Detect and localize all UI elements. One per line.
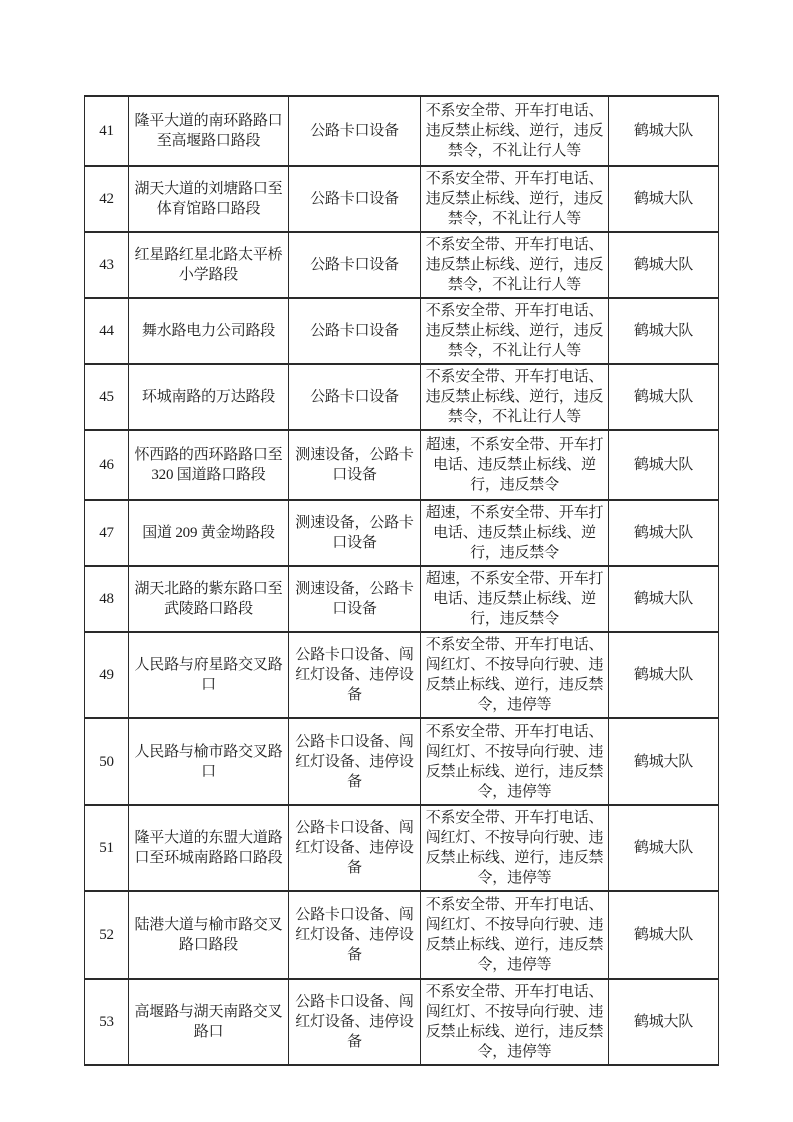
violations-cell: 不系安全带、开车打电话、闯红灯、不按导向行驶、违反禁止标线、逆行，违反禁令，违停等 <box>421 891 609 979</box>
table-row <box>85 979 719 1065</box>
location-cell: 国道 209 黄金坳路段 <box>129 500 289 566</box>
location-cell: 怀西路的西环路路口至 320 国道路口路段 <box>129 430 289 500</box>
unit-cell: 鹤城大队 <box>609 632 719 718</box>
location-cell: 高堰路与湖天南路交叉路口 <box>129 979 289 1065</box>
row-number-cell: 46 <box>85 430 129 500</box>
unit-cell: 鹤城大队 <box>609 430 719 500</box>
table-row <box>85 718 719 805</box>
row-number-cell: 49 <box>85 632 129 718</box>
violations-cell: 不系安全带、开车打电话、违反禁止标线、逆行，违反禁令，不礼让行人等 <box>421 166 609 232</box>
row-number-cell: 50 <box>85 718 129 805</box>
table-row <box>85 500 719 566</box>
location-cell: 隆平大道的南环路路口至高堰路口路段 <box>129 96 289 166</box>
location-cell: 红星路红星北路太平桥小学路段 <box>129 232 289 298</box>
row-number-cell: 44 <box>85 298 129 364</box>
violations-cell: 不系安全带、开车打电话、闯红灯、不按导向行驶、违反禁止标线、逆行，违反禁令，违停等 <box>421 979 609 1065</box>
devices-cell: 公路卡口设备 <box>289 232 421 298</box>
table-row <box>85 805 719 891</box>
violations-cell: 超速，不系安全带、开车打电话、违反禁止标线、逆行，违反禁令 <box>421 566 609 632</box>
location-cell: 舞水路电力公司路段 <box>129 298 289 364</box>
location-cell: 人民路与榆市路交叉路口 <box>129 718 289 805</box>
unit-cell: 鹤城大队 <box>609 718 719 805</box>
violations-cell: 不系安全带、开车打电话、违反禁止标线、逆行，违反禁令，不礼让行人等 <box>421 298 609 364</box>
location-cell: 陆港大道与榆市路交叉路口路段 <box>129 891 289 979</box>
unit-cell: 鹤城大队 <box>609 298 719 364</box>
devices-cell: 公路卡口设备 <box>289 166 421 232</box>
row-number-cell: 51 <box>85 805 129 891</box>
table-row <box>85 364 719 430</box>
devices-cell: 测速设备，公路卡口设备 <box>289 430 421 500</box>
row-number-cell: 47 <box>85 500 129 566</box>
table-row <box>85 632 719 718</box>
violations-cell: 不系安全带、开车打电话、违反禁止标线、逆行，违反禁令，不礼让行人等 <box>421 364 609 430</box>
table-row <box>85 430 719 500</box>
row-number-cell: 45 <box>85 364 129 430</box>
unit-cell: 鹤城大队 <box>609 232 719 298</box>
devices-cell: 公路卡口设备 <box>289 96 421 166</box>
devices-cell: 公路卡口设备 <box>289 298 421 364</box>
unit-cell: 鹤城大队 <box>609 566 719 632</box>
violations-cell: 不系安全带、开车打电话、违反禁止标线、逆行，违反禁令，不礼让行人等 <box>421 232 609 298</box>
location-cell: 人民路与府星路交叉路口 <box>129 632 289 718</box>
unit-cell: 鹤城大队 <box>609 96 719 166</box>
location-cell: 湖天大道的刘塘路口至体育馆路口路段 <box>129 166 289 232</box>
violations-cell: 超速，不系安全带、开车打电话、违反禁止标线、逆行，违反禁令 <box>421 430 609 500</box>
unit-cell: 鹤城大队 <box>609 979 719 1065</box>
row-number-cell: 42 <box>85 166 129 232</box>
violations-cell: 不系安全带、开车打电话、闯红灯、不按导向行驶、违反禁止标线、逆行，违反禁令，违停等 <box>421 718 609 805</box>
location-cell: 湖天北路的紫东路口至武陵路口路段 <box>129 566 289 632</box>
table-row <box>85 566 719 632</box>
unit-cell: 鹤城大队 <box>609 805 719 891</box>
row-number-cell: 41 <box>85 96 129 166</box>
violations-cell: 超速，不系安全带、开车打电话、违反禁止标线、逆行，违反禁令 <box>421 500 609 566</box>
table-row <box>85 298 719 364</box>
table-row <box>85 891 719 979</box>
violations-cell: 不系安全带、开车打电话、闯红灯、不按导向行驶、违反禁止标线、逆行，违反禁令，违停等 <box>421 632 609 718</box>
row-number-cell: 52 <box>85 891 129 979</box>
devices-cell: 公路卡口设备 <box>289 364 421 430</box>
row-number-cell: 53 <box>85 979 129 1065</box>
unit-cell: 鹤城大队 <box>609 166 719 232</box>
violations-cell: 不系安全带、开车打电话、违反禁止标线、逆行，违反禁令，不礼让行人等 <box>421 96 609 166</box>
row-number-cell: 48 <box>85 566 129 632</box>
row-number-cell: 43 <box>85 232 129 298</box>
unit-cell: 鹤城大队 <box>609 364 719 430</box>
devices-cell: 公路卡口设备、闯红灯设备、违停设备 <box>289 718 421 805</box>
table-row <box>85 96 719 166</box>
devices-cell: 测速设备，公路卡口设备 <box>289 500 421 566</box>
table-row <box>85 232 719 298</box>
devices-cell: 公路卡口设备、闯红灯设备、违停设备 <box>289 805 421 891</box>
location-cell: 隆平大道的东盟大道路口至环城南路路口路段 <box>129 805 289 891</box>
devices-cell: 测速设备，公路卡口设备 <box>289 566 421 632</box>
devices-cell: 公路卡口设备、闯红灯设备、违停设备 <box>289 979 421 1065</box>
devices-cell: 公路卡口设备、闯红灯设备、违停设备 <box>289 891 421 979</box>
unit-cell: 鹤城大队 <box>609 500 719 566</box>
location-cell: 环城南路的万达路段 <box>129 364 289 430</box>
devices-cell: 公路卡口设备、闯红灯设备、违停设备 <box>289 632 421 718</box>
table-row <box>85 166 719 232</box>
surveillance-points-table <box>84 95 719 1066</box>
violations-cell: 不系安全带、开车打电话、闯红灯、不按导向行驶、违反禁止标线、逆行，违反禁令，违停等 <box>421 805 609 891</box>
unit-cell: 鹤城大队 <box>609 891 719 979</box>
